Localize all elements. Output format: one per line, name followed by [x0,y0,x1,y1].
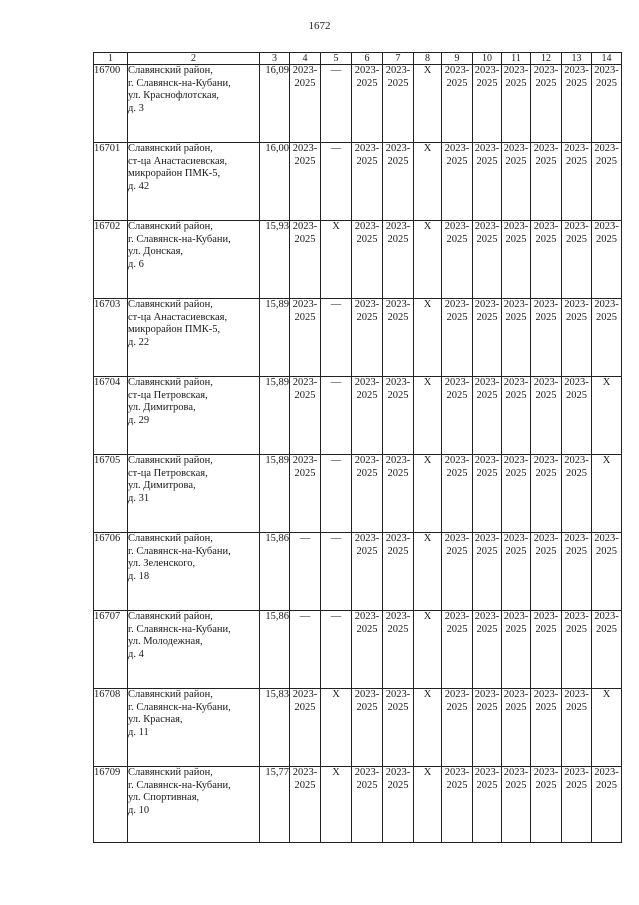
column-number: 8 [414,53,442,65]
registry-number-cell: 16700 [94,65,128,143]
period-cell: 2023- 2025 [473,221,502,299]
cost-cell: 15,89 [260,377,290,455]
period-cell: 2023- 2025 [502,611,531,689]
period-cell: 2023- 2025 [592,611,622,689]
table-row [94,689,622,767]
table-row [94,611,622,689]
housing-repair-schedule-table [93,52,622,843]
period-cell: 2023- 2025 [531,533,562,611]
period-cell: Х [414,221,442,299]
period-cell: 2023- 2025 [592,533,622,611]
period-cell: 2023- 2025 [290,299,321,377]
column-number: 10 [473,53,502,65]
period-cell: 2023- 2025 [473,689,502,767]
period-cell: Х [414,611,442,689]
period-cell: 2023- 2025 [383,689,414,767]
registry-number-cell: 16709 [94,767,128,843]
period-cell: 2023- 2025 [290,377,321,455]
period-cell: 2023- 2025 [352,767,383,843]
period-cell: Х [321,767,352,843]
registry-number-cell: 16703 [94,299,128,377]
table-row [94,377,622,455]
column-number: 3 [260,53,290,65]
period-cell: 2023- 2025 [442,143,473,221]
period-cell: 2023- 2025 [592,65,622,143]
period-cell: 2023- 2025 [442,455,473,533]
period-cell: Х [414,533,442,611]
period-cell: 2023- 2025 [352,377,383,455]
period-cell: Х [414,65,442,143]
cost-cell: 15,89 [260,455,290,533]
period-cell: 2023- 2025 [502,455,531,533]
period-cell: 2023- 2025 [383,533,414,611]
period-cell: 2023- 2025 [592,221,622,299]
period-cell: 2023- 2025 [562,689,592,767]
period-cell: — [321,455,352,533]
column-number: 14 [592,53,622,65]
cost-cell: 15,83 [260,689,290,767]
period-cell: 2023- 2025 [531,767,562,843]
address-cell: Славянский район, ст-ца Петровская, ул. Димитрова, д. 31 [128,455,260,533]
table-body [94,53,622,843]
cost-cell: 15,77 [260,767,290,843]
registry-number-cell: 16701 [94,143,128,221]
period-cell: 2023- 2025 [531,455,562,533]
period-cell: Х [414,143,442,221]
period-cell: 2023- 2025 [442,533,473,611]
period-cell: 2023- 2025 [290,221,321,299]
period-cell: 2023- 2025 [502,377,531,455]
table-row [94,533,622,611]
period-cell: 2023- 2025 [442,611,473,689]
cost-cell: 15,89 [260,299,290,377]
registry-number-cell: 16705 [94,455,128,533]
page-number: 1672 [308,20,331,32]
registry-number-cell: 16704 [94,377,128,455]
period-cell: 2023- 2025 [473,377,502,455]
table-row [94,299,622,377]
cost-cell: 15,86 [260,533,290,611]
column-number: 5 [321,53,352,65]
address-cell: Славянский район, г. Славянск-на-Кубани, ул. Спортивная, д. 10 [128,767,260,843]
period-cell: 2023- 2025 [502,767,531,843]
registry-number-cell: 16706 [94,533,128,611]
period-cell: 2023- 2025 [352,611,383,689]
period-cell: 2023- 2025 [502,689,531,767]
period-cell: Х [414,767,442,843]
column-number: 4 [290,53,321,65]
period-cell: Х [321,689,352,767]
period-cell: 2023- 2025 [383,221,414,299]
period-cell: — [321,611,352,689]
period-cell: 2023- 2025 [531,611,562,689]
period-cell: 2023- 2025 [562,221,592,299]
period-cell: 2023- 2025 [502,143,531,221]
period-cell: 2023- 2025 [473,143,502,221]
period-cell: 2023- 2025 [502,65,531,143]
address-cell: Славянский район, ст-ца Анастасиевская, микрорайон ПМК-5, д. 22 [128,299,260,377]
table-row [94,65,622,143]
period-cell: 2023- 2025 [592,767,622,843]
period-cell: 2023- 2025 [352,455,383,533]
period-cell: 2023- 2025 [562,611,592,689]
address-cell: Славянский район, ст-ца Петровская, ул. Димитрова, д. 29 [128,377,260,455]
column-number: 1 [94,53,128,65]
period-cell: 2023- 2025 [562,533,592,611]
period-cell: 2023- 2025 [473,455,502,533]
period-cell: 2023- 2025 [473,611,502,689]
period-cell: 2023- 2025 [442,221,473,299]
registry-number-cell: 16702 [94,221,128,299]
column-number: 12 [531,53,562,65]
period-cell: — [321,299,352,377]
period-cell: 2023- 2025 [383,767,414,843]
registry-number-cell: 16707 [94,611,128,689]
cost-cell: 15,86 [260,611,290,689]
period-cell: 2023- 2025 [442,377,473,455]
registry-number-cell: 16708 [94,689,128,767]
period-cell: 2023- 2025 [290,143,321,221]
period-cell: — [321,143,352,221]
period-cell: — [321,533,352,611]
table-row [94,767,622,843]
period-cell: Х [414,299,442,377]
address-cell: Славянский район, г. Славянск-на-Кубани, ул. Зеленского, д. 18 [128,533,260,611]
period-cell: — [290,611,321,689]
period-cell: 2023- 2025 [290,689,321,767]
column-number: 6 [352,53,383,65]
column-number: 9 [442,53,473,65]
period-cell: Х [592,455,622,533]
period-cell: 2023- 2025 [442,767,473,843]
period-cell: 2023- 2025 [592,143,622,221]
cost-cell: 16,00 [260,143,290,221]
period-cell: 2023- 2025 [562,65,592,143]
period-cell: — [321,377,352,455]
period-cell: 2023- 2025 [531,143,562,221]
period-cell: 2023- 2025 [473,65,502,143]
address-cell: Славянский район, г. Славянск-на-Кубани, ул. Красная, д. 11 [128,689,260,767]
period-cell: 2023- 2025 [531,65,562,143]
period-cell: 2023- 2025 [383,377,414,455]
address-cell: Славянский район, г. Славянск-на-Кубани, ул. Донская, д. 6 [128,221,260,299]
period-cell: 2023- 2025 [352,143,383,221]
period-cell: Х [414,455,442,533]
period-cell: — [290,533,321,611]
cost-cell: 15,93 [260,221,290,299]
period-cell: 2023- 2025 [442,65,473,143]
period-cell: 2023- 2025 [531,221,562,299]
column-number-row [94,53,622,65]
period-cell: 2023- 2025 [383,143,414,221]
period-cell: 2023- 2025 [531,689,562,767]
period-cell: 2023- 2025 [352,689,383,767]
period-cell: 2023- 2025 [502,221,531,299]
address-cell: Славянский район, г. Славянск-на-Кубани, ул. Молодежная, д. 4 [128,611,260,689]
period-cell: 2023- 2025 [592,299,622,377]
period-cell: 2023- 2025 [473,767,502,843]
period-cell: 2023- 2025 [473,533,502,611]
column-number: 7 [383,53,414,65]
period-cell: Х [414,689,442,767]
period-cell: 2023- 2025 [352,221,383,299]
period-cell: 2023- 2025 [442,299,473,377]
period-cell: 2023- 2025 [562,377,592,455]
column-number: 13 [562,53,592,65]
period-cell: 2023- 2025 [531,377,562,455]
table-row [94,455,622,533]
period-cell: 2023- 2025 [352,65,383,143]
column-number: 2 [128,53,260,65]
address-cell: Славянский район, ст-ца Анастасиевская, микрорайон ПМК-5, д. 42 [128,143,260,221]
period-cell: 2023- 2025 [290,65,321,143]
period-cell: 2023- 2025 [562,455,592,533]
period-cell: Х [592,377,622,455]
period-cell: 2023- 2025 [442,689,473,767]
period-cell: 2023- 2025 [562,299,592,377]
table-row [94,143,622,221]
period-cell: 2023- 2025 [473,299,502,377]
period-cell: Х [414,377,442,455]
table-row [94,221,622,299]
period-cell: 2023- 2025 [290,455,321,533]
period-cell: Х [321,221,352,299]
period-cell: 2023- 2025 [562,143,592,221]
period-cell: 2023- 2025 [352,299,383,377]
period-cell: 2023- 2025 [383,65,414,143]
period-cell: 2023- 2025 [531,299,562,377]
period-cell: 2023- 2025 [290,767,321,843]
period-cell: 2023- 2025 [562,767,592,843]
period-cell: — [321,65,352,143]
address-cell: Славянский район, г. Славянск-на-Кубани, ул. Краснофлотская, д. 3 [128,65,260,143]
period-cell: 2023- 2025 [383,299,414,377]
column-number: 11 [502,53,531,65]
period-cell: Х [592,689,622,767]
period-cell: 2023- 2025 [502,299,531,377]
period-cell: 2023- 2025 [383,455,414,533]
cost-cell: 16,09 [260,65,290,143]
period-cell: 2023- 2025 [502,533,531,611]
period-cell: 2023- 2025 [352,533,383,611]
period-cell: 2023- 2025 [383,611,414,689]
